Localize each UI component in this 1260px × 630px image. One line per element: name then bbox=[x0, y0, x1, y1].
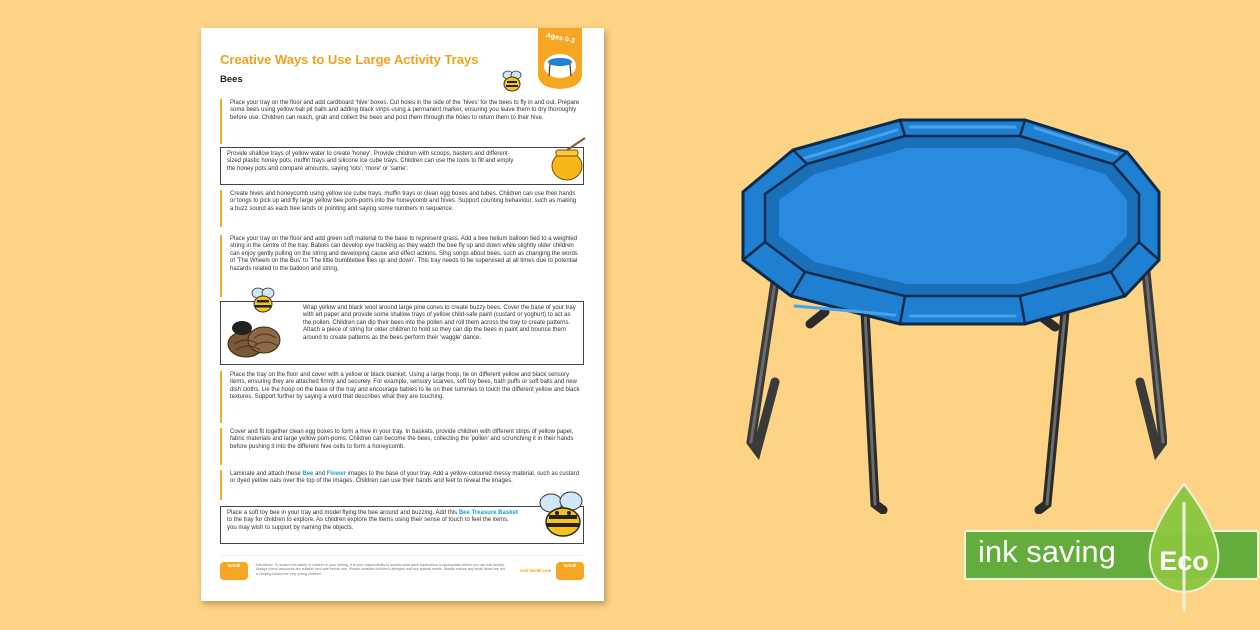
activity-section-7 bbox=[220, 428, 584, 465]
section-text bbox=[230, 471, 580, 486]
section-text: Place your tray on the floor and add cardboard 'hive' boxes. Cut holes in the side of the 'hives' for the bees to fly in and out. Prepare some bees using yellow ball pit balls and adding black strips using a permanent marker, ensuring you leave them to dry thoroughly before use. Children can reach, grab and collect the bees and post them through the holes to return them to their hive. bbox=[230, 100, 580, 121]
section-text: Cover and fit together clean egg boxes to form a hive in your tray. In baskets, provide children with different strips of yellow paper, fabric materials and large yellow pom-poms. Children can become the bees, collecting the 'pollen' and scrunching it in their hands before pushing it into the different hive cells to form a honeycomb. bbox=[230, 429, 574, 450]
activity-document bbox=[201, 28, 604, 601]
activity-section-8 bbox=[220, 470, 584, 500]
age-badge bbox=[535, 28, 585, 90]
section-text: Create hives and honeycomb using yellow ice cube trays, muffin trays or clean egg boxes and tubes. Children can use their hands or tongs to pick up and fly large yellow bee pom-poms into the honeycomb and hives. Support counting behaviour, such as making a buzz sound as each bee lands or pointing and saying some numbers in sequence. bbox=[230, 191, 577, 212]
eco-label: Eco bbox=[1159, 546, 1209, 576]
activity-section-3 bbox=[220, 190, 584, 227]
section-text-part: and bbox=[313, 471, 327, 477]
bee-icon bbox=[248, 285, 278, 315]
section-text: Provide shallow trays of yellow water to create 'honey'. Provide children with scoops, basters and different-sized plastic honey pots, muffin trays and silicone ice cube trays. Children can use the tools to fill and empty the honey pots and compare amounts, saying 'lots', 'more' or 'same'. bbox=[227, 151, 514, 172]
pine-cone-icon bbox=[224, 318, 284, 360]
activity-section-1 bbox=[220, 99, 584, 144]
bee-images-link[interactable]: Bee bbox=[302, 471, 314, 477]
bee-icon bbox=[535, 489, 591, 541]
footer-disclaimer: Disclaimer: To ensure the safety of children in your setting, it is your responsibility to assess what adult supervision is appropriate before you use this activity. Always check resources are suitable and safe before use. Please consider children's allergies and any special needs. Always ensure any small items are not a choking hazard for very young children. bbox=[256, 563, 505, 576]
section-text-part: Laminate and attach these bbox=[230, 471, 303, 477]
ink-saving-label: ink saving bbox=[978, 534, 1116, 569]
section-text: Place the tray on the floor and cover with a yellow or black blanket. Using a large hoop, tie on different yellow and black sensory items, ensuring they are attached firmly and securely. For example, sensory scarves, soft toy bees, bath puffs or soft balls and new dish cloths. Lie the hoop on the base of the tray and encourage babies to lie on their tummies to touch the different yellow and black textures. Support further by saying a word that describes what they are touching. bbox=[230, 372, 580, 401]
activity-tray-illustration bbox=[735, 112, 1167, 514]
bee-treasure-basket-link[interactable]: Bee Treasure Basket bbox=[458, 510, 518, 516]
document-subtitle: Bees bbox=[220, 74, 243, 85]
age-badge-label: Ages 0-3 bbox=[545, 32, 576, 45]
section-text-part: images to the base of your tray. Add a yellow-coloured messy material, such as custard or dyed yellow oats over the top of the images. Children can use their hands and feet to reveal the images. bbox=[230, 471, 580, 485]
section-text-part: to the tray for children to explore. As children explore the items using their sense of touch to feel the items, you may wish to support by naming the objects. bbox=[227, 517, 509, 531]
activity-section-2 bbox=[220, 147, 584, 185]
bee-icon bbox=[499, 68, 525, 94]
section-text: Wrap yellow and black wool around large pine cones to create buzzy bees. Cover the base of your tray with art paper and provide some shallow trays of yellow child-safe paint (custard or yoghurt) to act as the pollen. Children can dip their bees into the pollen and roll them across the tray to create patterns. Attach a piece of string for older children to hold so they can dip the bees in paint and bounce them around to create patterns as the bees perform their 'waggle' dance. bbox=[303, 305, 576, 341]
document-title: Creative Ways to Use Large Activity Trays bbox=[220, 52, 479, 67]
section-text: Place your tray on the floor and add green soft material to the base to represent grass. Add a bee helium balloon tied to a weighted string in the centre of the tray. Babies can develop eye tracking as they watch the bee fly up and down while slightly older children can enjoy gently pulling on the string and developing cause and effect actions. Sing songs about bees, such as changing the words of 'The Wheels on the Bus' to 'The little bumblebee flies up and down'. This tray needs to be supervised at all times due to potential hazards related to the balloon and string. bbox=[230, 236, 578, 272]
activity-section-6 bbox=[220, 371, 584, 423]
honey-pot-icon bbox=[547, 136, 587, 182]
ink-saving-eco-badge bbox=[964, 482, 1260, 614]
twinkl-logo: twinkl bbox=[556, 562, 584, 580]
flower-images-link[interactable]: Flower bbox=[326, 471, 347, 477]
section-text bbox=[227, 510, 519, 532]
section-text-part: Place a soft toy bee in your tray and model flying the bee around and buzzing. Add this bbox=[227, 510, 459, 516]
twinkl-website-link[interactable]: visit twinkl.com bbox=[520, 568, 552, 573]
twinkl-logo: twinkl bbox=[220, 562, 248, 580]
activity-section-9 bbox=[220, 506, 584, 544]
document-footer bbox=[220, 555, 584, 586]
